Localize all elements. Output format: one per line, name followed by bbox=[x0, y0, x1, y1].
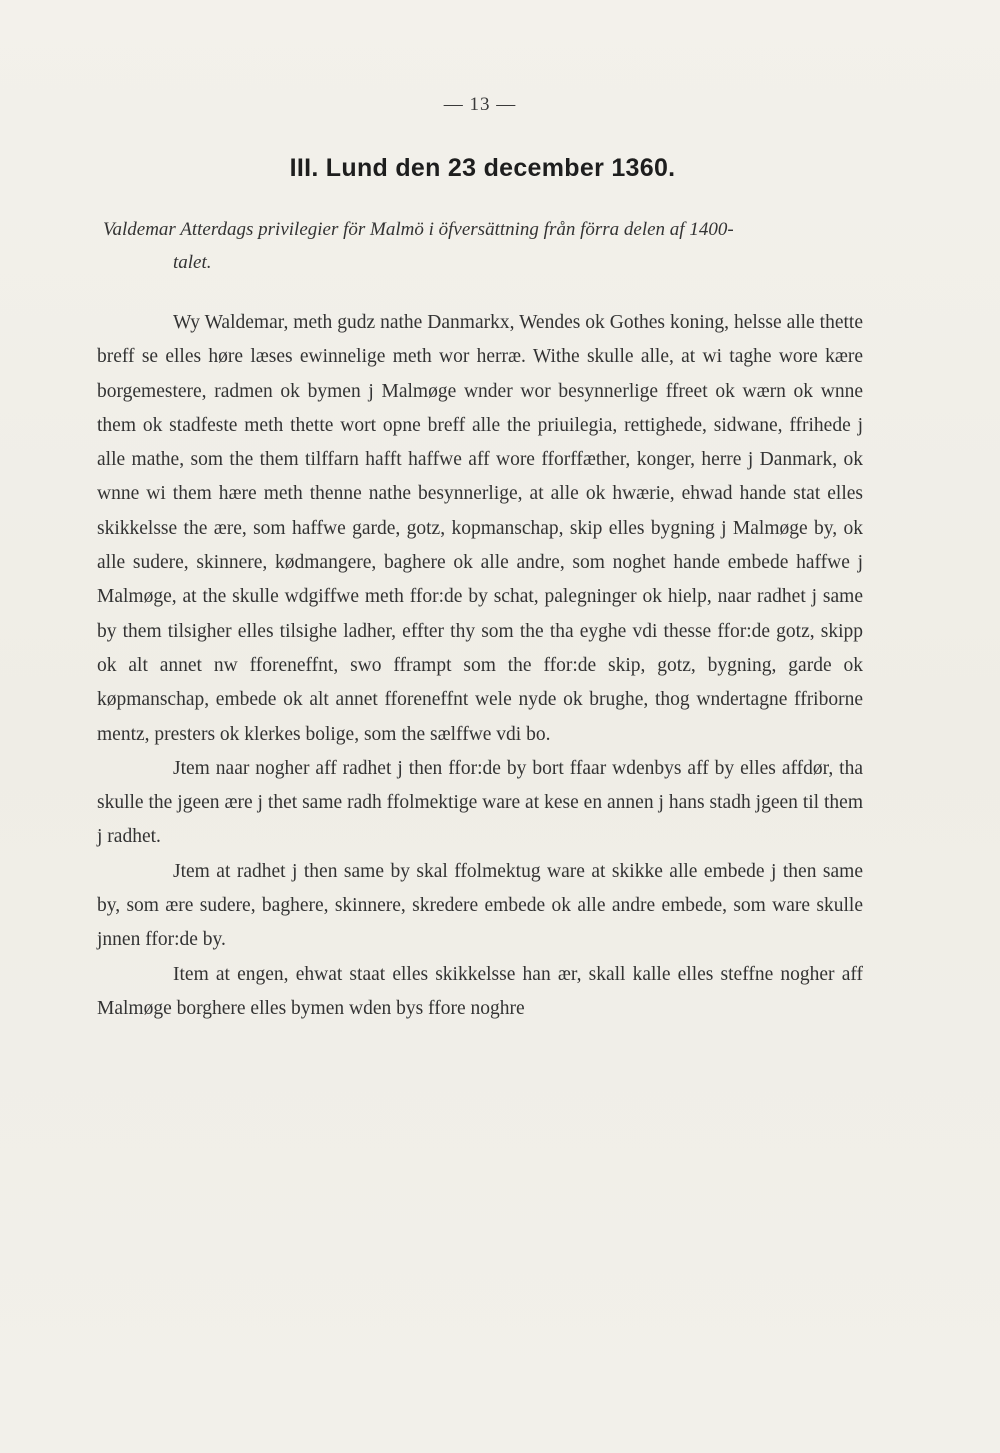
paragraph: Item at engen, ehwat staat elles skikkelsse han ær, skall kalle elles steffne nogher aff Malmøge borghere elles bymen wden bys ffore noghre bbox=[97, 963, 863, 1019]
paragraph: Jtem at radhet j then same by skal ffolmektug ware at skikke alle embede j then same by, som ære sudere, baghere, skinnere, skredere embede ok alle andre embede, som ware skulle jnnen ffor:de by. bbox=[97, 860, 863, 951]
paragraph: Jtem naar nogher aff radhet j then ffor:de by bort ffaar wdenbys aff by elles affdør, tha skulle the jgeen ære j thet same radh ffolmektige ware at kese en annen j hans stadh jgeen til them j radhet. bbox=[97, 757, 863, 848]
section-heading: III. Lund den 23 december 1360. bbox=[289, 154, 676, 182]
page-number: — 13 — bbox=[443, 94, 517, 115]
document-body bbox=[97, 306, 863, 1026]
subtitle-line-2: talet. bbox=[173, 252, 212, 273]
subtitle-line-1: Valdemar Atterdags privilegier för Malmö i öfversättning från förra delen af 1400- bbox=[103, 219, 734, 240]
paragraph: Wy Waldemar, meth gudz nathe Danmarkx, Wendes ok Gothes koning, helsse alle thette breff se elles høre læses ewinnelige meth wor herræ. Withe skulle alle, at wi taghe wore kære borgemestere, radmen ok bymen j Malmøge wnder wor besynnerlige ffreet ok wærn ok wnne them ok stadfeste meth thette wort opne breff alle the priuilegia, rettighede, sidwane, ffrihede j alle mathe, som the them tilffarn hafft haffwe aff wore fforffæther, konger, herre j Danmark, ok wnne wi them hære meth thenne nathe besynnerlige, at alle ok hwærie, ehwad hande stat elles skikkelsse the ære, som haffwe garde, gotz, kopmanschap, skip elles bygning j Malmøge by, ok alle sudere, skinnere, kødmangere, baghere ok alle andre, som noghet hande embede haffwe j Malmøge, at the skulle wdgiffwe meth ffor:de by schat, palegninger ok hielp, naar radhet j same by them tilsigher elles tilsighe ladher, effter thy som the tha eyghe vdi thesse ffor:de gotz, skipp ok alt annet nw fforeneffnt, swo fframpt som the ffor:de skip, gotz, bygning, garde ok køpmanschap, embede ok alt annet fforeneffnt wele nyde ok brughe, thog wndertagne ffriborne mentz, presters ok klerkes bolige, som the sælffwe vdi bo. bbox=[97, 312, 863, 745]
section-subtitle bbox=[103, 213, 863, 279]
